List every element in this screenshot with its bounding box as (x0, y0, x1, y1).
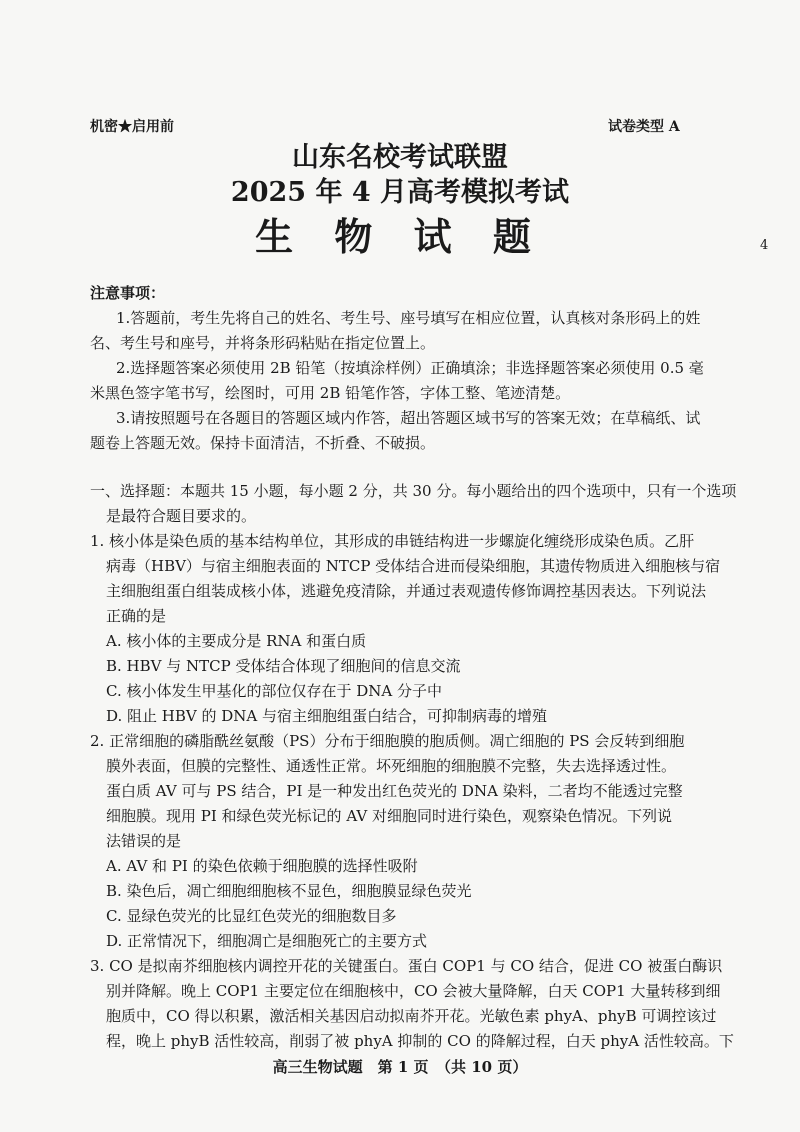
notice-line: 米黑色签字笔书写，绘图时，可用 2B 铅笔作答，字体工整、笔迹清楚。 (90, 384, 571, 402)
confidential-label: 机密★启用前 (90, 119, 174, 135)
section-heading-cont: 是最符合题目要求的。 (106, 507, 257, 525)
q2-option-c: C. 显绿色荧光的比显红色荧光的细胞数目多 (106, 907, 397, 925)
notice-line: 3.请按照题号在各题目的答题区域内作答，超出答题区域书写的答案无效；在草稿纸、试 (116, 409, 701, 427)
title-exam: 2025 年 4 月高考模拟考试 (230, 177, 570, 208)
notice-heading: 注意事项： (90, 284, 166, 302)
q1-option-b: B. HBV 与 NTCP 受体结合体现了细胞间的信息交流 (106, 657, 461, 675)
q1-stem: 病毒（HBV）与宿主细胞表面的 NTCP 受体结合进而侵染细胞，其遗传物质进入细胞核与宿 (106, 557, 721, 575)
q2-stem: 细胞膜。现用 PI 和绿色荧光标记的 AV 对细胞同时进行染色，观察染色情况。下列说 (106, 807, 673, 825)
notice-line: 1.答题前，考生先将自己的姓名、考生号、座号填写在相应位置，认真核对条形码上的姓 (116, 309, 701, 327)
q3-stem: 别并降解。晚上 COP1 主要定位在细胞核中，CO 会被大量降解，白天 COP1 大量转移到细 (106, 982, 721, 1000)
q3-stem: 胞质中，CO 得以积累，激活相关基因启动拟南芥开花。光敏色素 phyA、phyB 可调控该过 (106, 1007, 717, 1025)
paper-type-label: 试卷类型 A (608, 119, 680, 135)
title-alliance: 山东名校考试联盟 (292, 142, 508, 173)
q1-stem: 1. 核小体是染色质的基本结构单位，其形成的串链结构进一步螺旋化缠绕形成染色质。乙肝 (90, 532, 695, 550)
q2-stem: 2. 正常细胞的磷脂酰丝氨酸（PS）分布于细胞膜的胞质侧。凋亡细胞的 PS 会反转到细胞 (90, 732, 685, 750)
q2-option-a: A. AV 和 PI 的染色依赖于细胞膜的选择性吸附 (106, 857, 418, 875)
edge-mark: 4 (760, 238, 769, 253)
section-heading: 一、选择题：本题共 15 小题，每小题 2 分，共 30 分。每小题给出的四个选项中，只有一个选项 (90, 482, 737, 500)
q3-stem: 3. CO 是拟南芥细胞核内调控开花的关键蛋白。蛋白 COP1 与 CO 结合，促进 CO 被蛋白酶识 (90, 957, 723, 975)
q1-option-d: D. 阻止 HBV 的 DNA 与宿主细胞组蛋白结合，可抑制病毒的增殖 (106, 707, 548, 725)
q1-option-c: C. 核小体发生甲基化的部位仅存在于 DNA 分子中 (106, 682, 443, 700)
q2-stem: 蛋白质 AV 可与 PS 结合，PI 是一种发出红色荧光的 DNA 染料，二者均不能透过完整 (106, 782, 683, 800)
notice-line: 题卷上答题无效。保持卡面清洁，不折叠、不破损。 (90, 434, 436, 452)
q1-stem: 正确的是 (106, 607, 167, 625)
q1-stem: 主细胞组蛋白组装成核小体，逃避免疫清除，并通过表观遗传修饰调控基因表达。下列说法 (106, 582, 707, 600)
page-footer: 高三生物试题 第 1 页 （共 10 页） (272, 1058, 528, 1076)
notice-line: 名、考生号和座号，并将条形码粘贴在指定位置上。 (90, 334, 436, 352)
q3-stem: 程，晚上 phyB 活性较高，削弱了被 phyA 抑制的 CO 的降解过程，白天 phyA 活性较高。下 (106, 1032, 734, 1050)
q1-option-a: A. 核小体的主要成分是 RNA 和蛋白质 (106, 632, 367, 650)
q2-option-d: D. 正常情况下，细胞凋亡是细胞死亡的主要方式 (106, 932, 428, 950)
q2-option-b: B. 染色后，凋亡细胞细胞核不显色，细胞膜显绿色荧光 (106, 882, 472, 900)
q2-stem: 法错误的是 (106, 832, 182, 850)
q2-stem: 膜外表面，但膜的完整性、通透性正常。坏死细胞的细胞膜不完整，失去选择透过性。 (106, 757, 677, 775)
title-subject: 生 物 试 题 (255, 214, 545, 259)
notice-line: 2.选择题答案必须使用 2B 铅笔（按填涂样例）正确填涂；非选择题答案必须使用 0.5 毫 (116, 359, 704, 377)
